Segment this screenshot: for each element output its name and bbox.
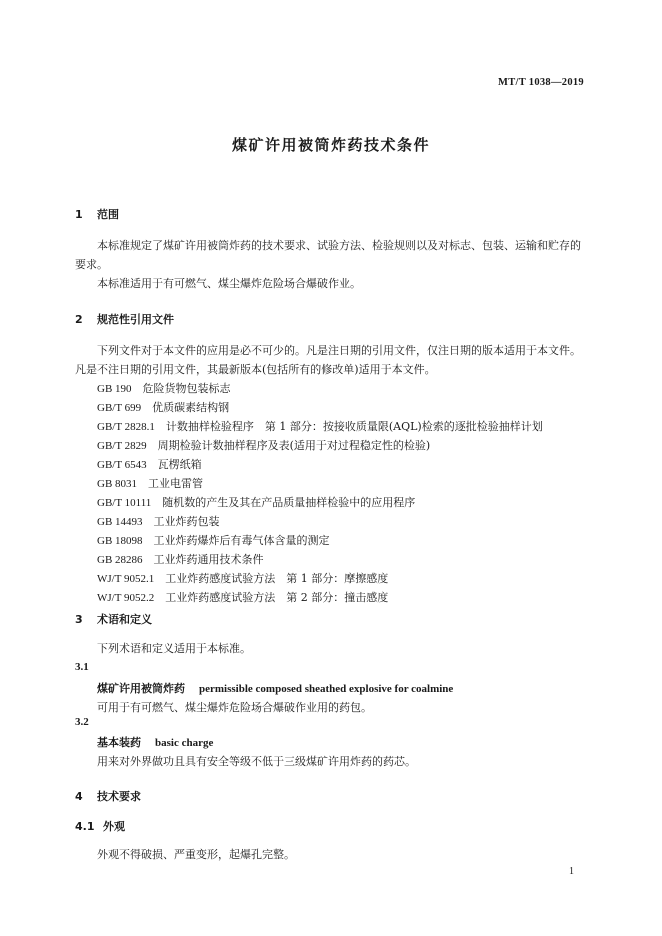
- reference-item: WJ/T 9052.1 工业炸药感度试验方法 第 1 部分：摩擦感度: [97, 572, 389, 585]
- term-cn: 基本装药: [97, 736, 141, 749]
- section-title: 外观: [103, 820, 125, 833]
- reference-item: GB/T 699 优质碳素结构钢: [97, 401, 230, 414]
- section-number: 3: [75, 613, 83, 626]
- section-1-paragraph-2: 本标准适用于有可燃气、煤尘爆炸危险场合爆破作业。: [97, 277, 361, 290]
- reference-item: GB 190 危险货物包装标志: [97, 382, 231, 395]
- section-title: 术语和定义: [97, 613, 152, 626]
- section-1-paragraph-1: 本标准规定了煤矿许用被筒炸药的技术要求、试验方法、检验规则以及对标志、包装、运输和贮存的要求。: [75, 239, 581, 271]
- section-2-heading: [75, 311, 174, 327]
- section-4-1-heading: [75, 818, 125, 834]
- term-3-2: [97, 734, 213, 750]
- section-number: 1: [75, 208, 83, 221]
- reference-item: GB/T 2829 周期检验计数抽样程序及表(适用于对过程稳定性的检验): [97, 439, 431, 452]
- section-3-paragraph-1: 下列术语和定义适用于本标准。: [97, 642, 251, 655]
- section-4-heading: [75, 788, 141, 804]
- term-3-1: [97, 680, 453, 696]
- term-cn: 煤矿许用被筒炸药: [97, 682, 185, 695]
- reference-item: WJ/T 9052.2 工业炸药感度试验方法 第 2 部分：撞击感度: [97, 591, 389, 604]
- section-number: 4.1: [75, 820, 95, 833]
- reference-item: GB/T 6543 瓦楞纸箱: [97, 458, 202, 471]
- reference-item: GB 8031 工业电雷管: [97, 477, 204, 490]
- section-number: 4: [75, 790, 83, 803]
- reference-item: GB/T 2828.1 计数抽样检验程序 第 1 部分：按接收质量限(AQL)检索的逐批检验抽样计划: [97, 420, 543, 433]
- page-number: 1: [569, 866, 574, 877]
- term-en: permissible composed sheathed explosive for coalmine: [199, 683, 454, 695]
- section-title: 范围: [97, 208, 119, 221]
- section-4-1-paragraph: 外观不得破损、严重变形，起爆孔完整。: [97, 848, 295, 861]
- reference-item: GB 14493 工业炸药包装: [97, 515, 220, 528]
- term-en: basic charge: [155, 737, 214, 749]
- term-3-2-number: 3.2: [75, 716, 89, 728]
- section-2-paragraph-1: 下列文件对于本文件的应用是必不可少的。凡是注日期的引用文件，仅注日期的版本适用于本文件。凡是不注日期的引用文件，其最新版本(包括所有的修改单)适用于本文件。: [75, 344, 581, 376]
- document-code: MT/T 1038—2019: [498, 77, 584, 88]
- reference-item: GB 18098 工业炸药爆炸后有毒气体含量的测定: [97, 534, 330, 547]
- term-3-1-definition: 可用于有可燃气、煤尘爆炸危险场合爆破作业用的药包。: [97, 701, 372, 714]
- section-number: 2: [75, 313, 83, 326]
- document-title: 煤矿许用被筒炸药技术条件: [231, 136, 430, 154]
- reference-item: GB/T 10111 随机数的产生及其在产品质量抽样检验中的应用程序: [97, 496, 416, 509]
- section-title: 技术要求: [97, 790, 141, 803]
- section-title: 规范性引用文件: [97, 313, 174, 326]
- section-1-heading: [75, 206, 119, 222]
- term-3-2-definition: 用来对外界做功且具有安全等级不低于三级煤矿许用炸药的药芯。: [97, 755, 416, 768]
- section-3-heading: [75, 611, 152, 627]
- reference-item: GB 28286 工业炸药通用技术条件: [97, 553, 264, 566]
- term-3-1-number: 3.1: [75, 661, 89, 673]
